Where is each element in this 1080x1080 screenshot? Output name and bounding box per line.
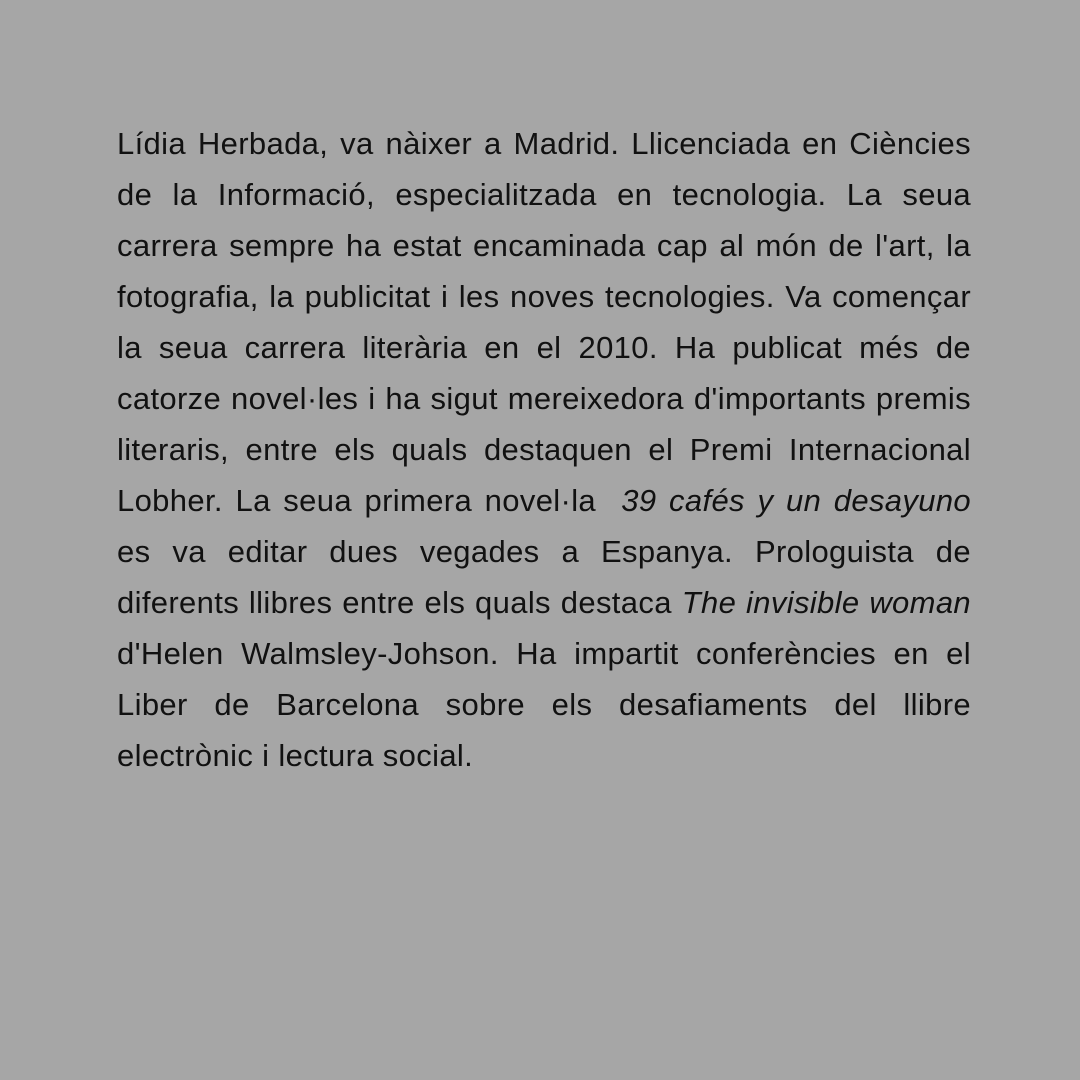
book-title-39-cafes: 39 cafés y un desayuno <box>621 483 972 518</box>
bio-text-part-1: Lídia Herbada, va nàixer a Madrid. Llicenciada en Ciències de la Informació, especialitzada en tecnologia. La seua carrera sempre ha estat encaminada cap al món de l'art, la fotografia, la publicitat i les noves tecnologies. Va començar la seua carrera literària en el 2010. Ha publicat més de catorze novel·les i ha sigut mereixedora d'importants premis literaris, entre els quals destaquen el Premi Internacional Lobher. La seua primera novel·la <box>117 126 971 518</box>
book-title-invisible-woman: The invisible woman <box>681 585 972 620</box>
bio-text-part-3: d'Helen Walmsley-Johson. Ha impartit conferències en el Liber de Barcelona sobre els desafiaments del llibre electrònic i lectura social. <box>117 636 971 773</box>
bio-text-part-2: es va editar dues vegades a Espanya. Prologuista de diferents llibres entre els quals destaca <box>117 534 971 620</box>
author-bio-paragraph <box>117 118 971 781</box>
